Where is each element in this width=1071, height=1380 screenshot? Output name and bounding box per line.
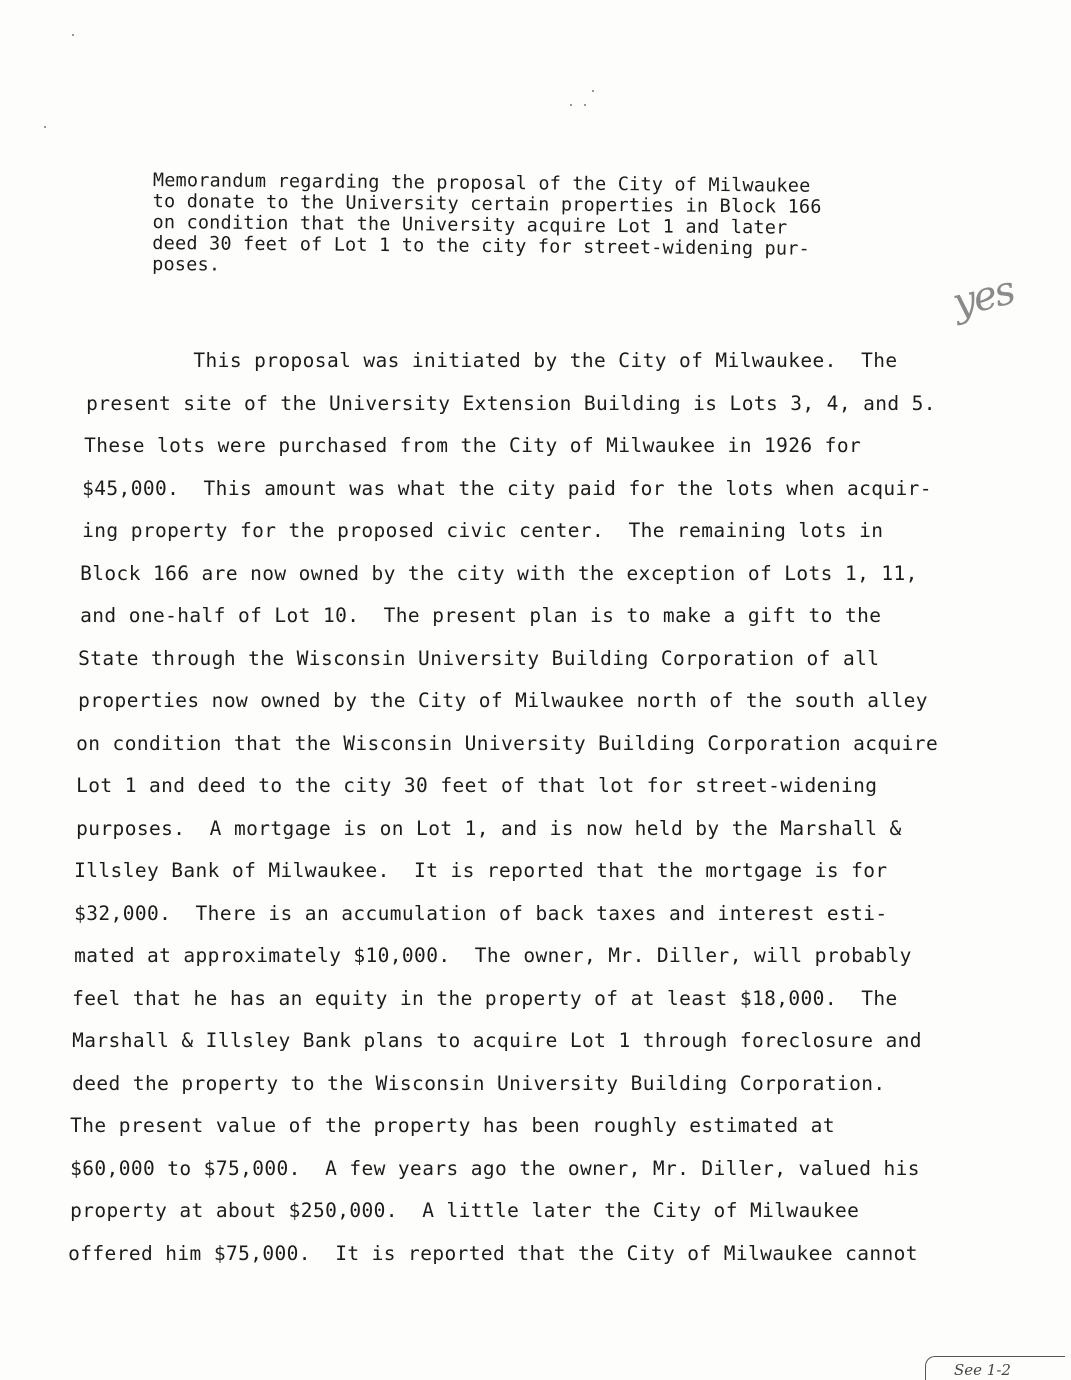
paper-speck [584, 104, 586, 106]
body-line: mated at approximately $10,000. The owner, Mr. Diller, will probably [62, 944, 912, 967]
memo-heading [152, 170, 933, 282]
memo-body [56, 340, 1000, 1275]
body-line: Marshall & Illsley Bank plans to acquire Lot 1 through foreclosure and [60, 1029, 922, 1052]
body-line: offered him $75,000. It is reported that the City of Milwaukee cannot [56, 1241, 918, 1265]
body-line: deed the property to the Wisconsin University Building Corporation. [60, 1071, 886, 1095]
body-line: Illsley Bank of Milwaukee. It is reported that the mortgage is for [62, 859, 888, 882]
paper-speck [570, 104, 572, 106]
body-line: Lot 1 and deed to the city 30 feet of that lot for street-widening [64, 774, 878, 797]
body-line: State through the Wisconsin University Building Corporation of all [66, 646, 880, 670]
heading-line: to donate to the University certain properties in Block 166 [152, 190, 822, 218]
paper-speck [72, 34, 74, 36]
body-line: property at about $250,000. A little later the City of Milwaukee [58, 1199, 860, 1222]
corner-handwritten-note: See 1-2 [925, 1356, 1065, 1380]
body-line: $32,000. There is an accumulation of back taxes and interest esti- [62, 901, 888, 925]
heading-line: deed 30 feet of Lot 1 to the city for street-widening pur- [152, 232, 811, 260]
body-line: properties now owned by the City of Milwaukee north of the south alley [66, 689, 928, 712]
heading-line: poses. [152, 253, 221, 276]
heading-line: Memorandum regarding the proposal of the City of Milwaukee [152, 170, 811, 197]
body-line: purposes. A mortgage is on Lot 1, and is now held by the Marshall & [64, 816, 902, 840]
body-line: These lots were purchased from the City of Milwaukee in 1926 for [72, 434, 862, 457]
body-line: $60,000 to $75,000. A few years ago the owner, Mr. Diller, valued his [58, 1156, 920, 1180]
body-line: present site of the University Extension Building is Lots 3, 4, and 5. [74, 391, 936, 415]
heading-line: on condition that the University acquire Lot 1 and later [152, 211, 788, 239]
body-line: The present value of the property has been roughly estimated at [58, 1114, 835, 1137]
handwritten-margin-note: yes [948, 267, 1019, 327]
body-line: ing property for the proposed civic center. The remaining lots in [70, 519, 884, 542]
paper-speck [592, 90, 594, 92]
paper-speck [44, 126, 46, 128]
body-line: This proposal was initiated by the City of Milwaukee. The [72, 349, 898, 372]
body-line: feel that he has an equity in the property of at least $18,000. The [60, 986, 898, 1010]
body-line: $45,000. This amount was what the city paid for the lots when acquir- [70, 476, 932, 500]
body-line: on condition that the Wisconsin University Building Corporation acquire [64, 731, 939, 755]
body-line: Block 166 are now owned by the city with the exception of Lots 1, 11, [68, 561, 918, 585]
body-line: and one-half of Lot 10. The present plan is to make a gift to the [68, 604, 882, 627]
